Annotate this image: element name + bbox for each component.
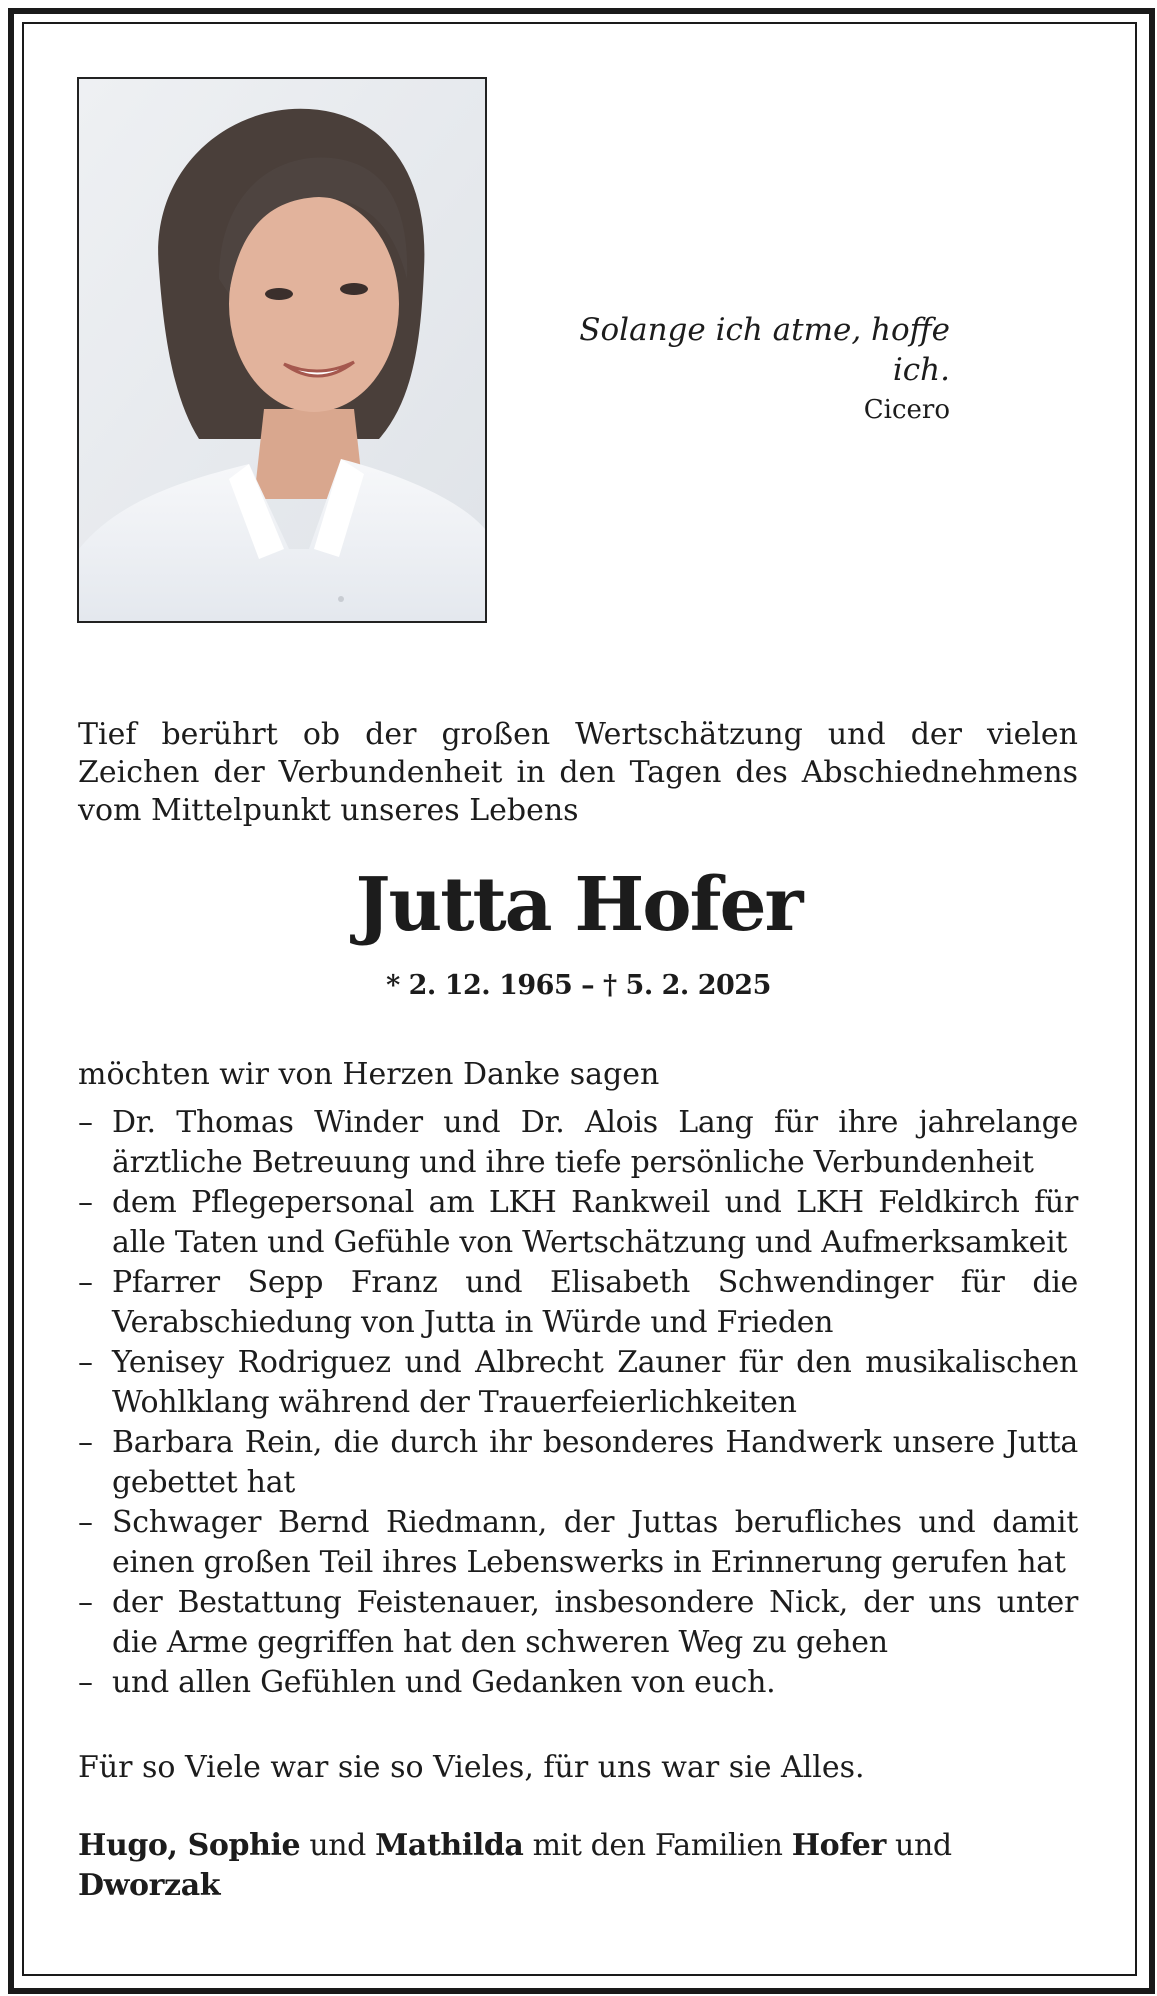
list-dash: – [78, 1665, 93, 1700]
signature-name: Mathilda [375, 1828, 524, 1863]
signature-line [78, 1826, 1078, 1906]
quote-block [520, 310, 950, 428]
list-item-text: Dr. Thomas Winder und Dr. Alois Lang für ihre jahrelange ärztliche Betreuung und ihre tiefe persönliche Verbundenheit [112, 1105, 1078, 1180]
list-dash: – [78, 1425, 93, 1460]
signature-connector: mit den Familien [523, 1828, 792, 1863]
quote-text: Solange ich atme, hoffe ich. [579, 312, 950, 388]
thanks-intro: möchten wir von Herzen Danke sagen [78, 1057, 660, 1092]
list-item-text: Schwager Bernd Riedmann, der Juttas berufliches und damit einen großen Teil ihres Lebenswerks in Erinnerung gerufen hat [112, 1505, 1078, 1580]
closing-line: Für so Viele war sie so Vieles, für uns war sie Alles. [78, 1750, 865, 1785]
list-item-text: Barbara Rein, die durch ihr besonderes Handwerk unsere Jutta gebettet hat [112, 1425, 1078, 1500]
signature-names: Hugo, Sophie [78, 1828, 301, 1863]
list-item-text: der Bestattung Feistenauer, insbesondere Nick, der uns unter die Arme gegriffen hat den schweren Weg zu gehen [112, 1585, 1078, 1660]
portrait-illustration [79, 79, 485, 621]
list-item-text: dem Pflegepersonal am LKH Rankweil und LKH Feldkirch für alle Taten und Gefühle von Wertschätzung und Aufmerksamkeit [112, 1185, 1078, 1260]
life-dates: * 2. 12. 1965 – † 5. 2. 2025 [386, 970, 771, 1001]
quote-author: Cicero [863, 395, 950, 425]
list-item-text: Yenisey Rodriguez und Albrecht Zauner für den musikalischen Wohlklang während der Trauerfeierlichkeiten [112, 1345, 1078, 1420]
list-item [78, 1263, 1078, 1343]
signature-family: Hofer [791, 1828, 886, 1863]
list-dash: – [78, 1345, 93, 1380]
portrait-photo [77, 77, 487, 623]
signature-connector: und [300, 1828, 376, 1863]
signature-connector: und [885, 1828, 952, 1863]
list-item [78, 1423, 1078, 1503]
intro-paragraph: Tief berührt ob der großen Wertschätzung und der vielen Zeichen der Verbundenheit in den Tagen des Abschiednehmens vom Mittelpunkt unseres Lebens [78, 717, 1078, 828]
list-dash: – [78, 1185, 93, 1220]
list-item [78, 1183, 1078, 1263]
thanks-list [78, 1103, 1078, 1703]
list-dash: – [78, 1585, 93, 1620]
list-item [78, 1583, 1078, 1663]
list-item [78, 1663, 1078, 1703]
list-dash: – [78, 1265, 93, 1300]
list-item [78, 1103, 1078, 1183]
list-dash: – [78, 1505, 93, 1540]
list-item [78, 1343, 1078, 1423]
list-item-text: Pfarrer Sepp Franz und Elisabeth Schwendinger für die Verabschiedung von Jutta in Würde und Frieden [112, 1265, 1078, 1340]
list-item-text: und allen Gefühlen und Gedanken von euch. [112, 1665, 776, 1700]
deceased-name: Jutta Hofer [355, 862, 802, 948]
signature-family: Dworzak [78, 1868, 221, 1903]
list-dash: – [78, 1105, 93, 1140]
list-item [78, 1503, 1078, 1583]
